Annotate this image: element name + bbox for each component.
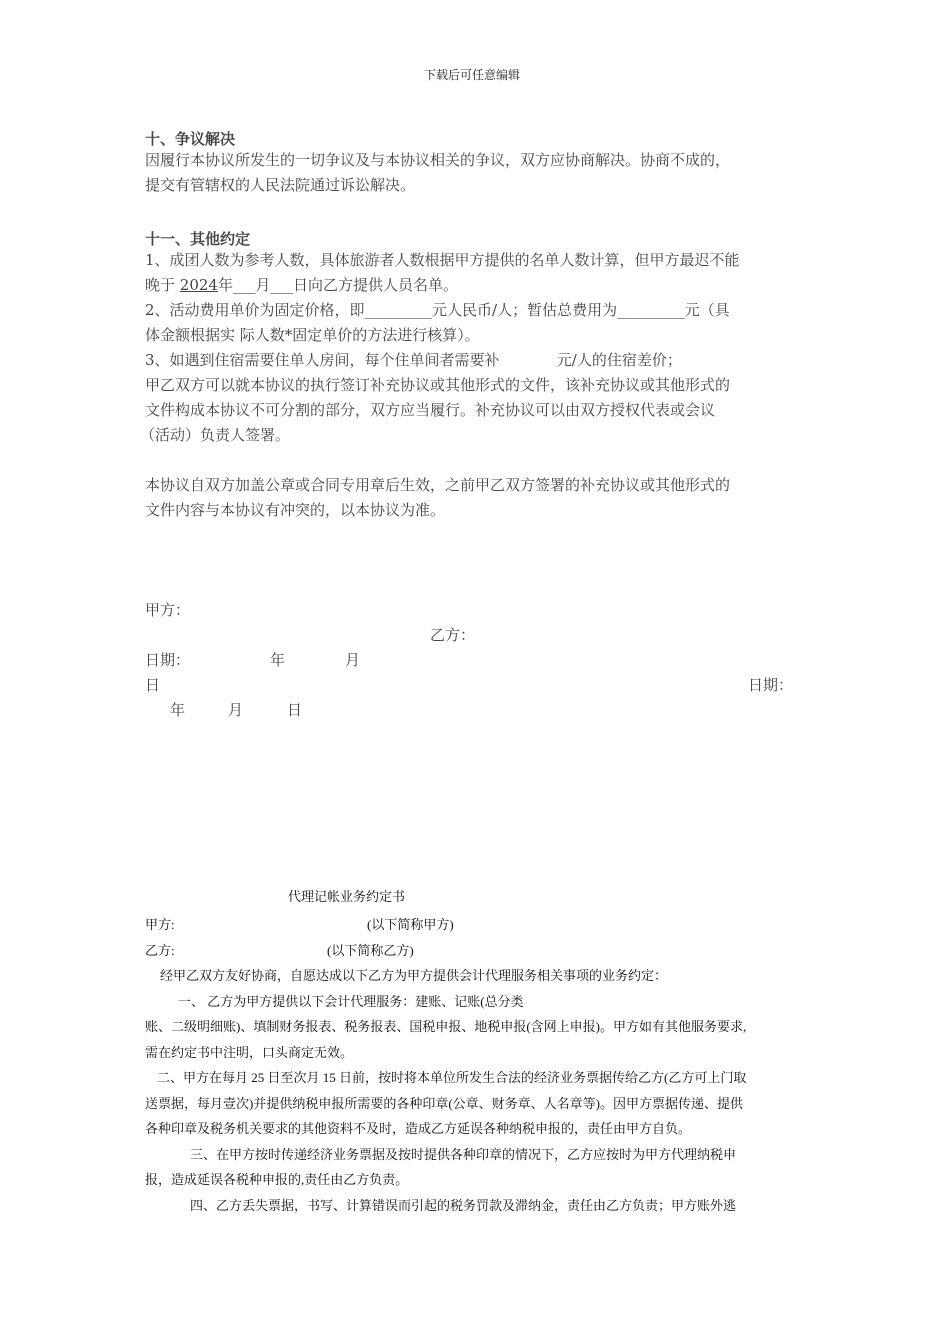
date-month-b: 月: [228, 701, 244, 719]
text-fragment: 晚于: [145, 276, 180, 294]
year-field: 2024: [179, 276, 218, 294]
date-label: 日期：: [145, 651, 191, 669]
clause-line: 需在约定书中注明，口头商定无效。: [145, 1045, 354, 1060]
text-fragment: 年___月___日向乙方提供人员名单。: [217, 276, 458, 294]
party-b-label-2: 乙方:: [145, 943, 175, 958]
paragraph-line: 文件构成本协议不可分割的部分，双方应当履行。补充协议可以由双方授权代表或会议: [145, 401, 716, 419]
party-a-label: 甲方：: [145, 601, 191, 619]
clause-line: 二、甲方在每月 25 日至次月 15 日前，按时将本单位所发生合法的经济业务票据传给乙方(乙方可上门取: [157, 1070, 747, 1085]
intro-line: 经甲乙双方友好协商，自愿达成以下乙方为甲方提供会计代理服务相关事项的业务约定：: [160, 968, 668, 983]
paragraph-line: 因履行本协议所发生的一切争议及与本协议相关的争议，双方应协商解决。协商不成的，: [145, 151, 731, 169]
date-day: 日: [145, 676, 161, 694]
date-day-b: 日: [287, 701, 303, 719]
date-year-b: 年: [170, 701, 186, 719]
section-heading-other: 十一、其他约定: [145, 230, 251, 248]
paragraph-line: 3、如遇到住宿需要住单人房间，每个住单间者需要补 元/人的住宿差价；: [145, 351, 682, 369]
paragraph-line: 甲乙双方可以就本协议的执行签订补充协议或其他形式的文件，该补充协议或其他形式的: [145, 376, 731, 394]
date-year: 年: [270, 651, 286, 669]
date-label-b: 日期：: [748, 676, 794, 694]
clause-line: 一、 乙方为甲方提供以下会计代理服务：建账、记账(总分类: [178, 994, 524, 1009]
paragraph-line: 文件内容与本协议有冲突的，以本协议为准。: [145, 501, 446, 519]
paragraph-line: 1、成团人数为参考人数，具体旅游者人数根据甲方提供的名单人数计算，但甲方最迟不能: [145, 251, 740, 269]
paragraph-line: 提交有管辖权的人民法院通过诉讼解决。: [145, 176, 416, 194]
clause-line: 三、在甲方按时传递经济业务票据及按时提供各种印章的情况下，乙方应按时为甲方代理纳税申: [190, 1147, 737, 1162]
clause-line: 账、二级明细账)、填制财务报表、税务报表、国税申报、地税申报(含网上申报)。甲方如有其他服务要求,: [145, 1019, 747, 1034]
party-b-label: 乙方：: [430, 626, 476, 644]
agreement-title: 代理记帐业务约定书: [288, 889, 406, 904]
party-a-note: (以下简称甲方): [367, 917, 454, 932]
party-b-note: (以下简称乙方): [327, 943, 414, 958]
date-month: 月: [345, 651, 361, 669]
clause-line: 报，造成延误各税种申报的,责任由乙方负责。: [145, 1172, 409, 1187]
paragraph-line: 体金额根据实 际人数*固定单价的方法进行核算）。: [145, 326, 480, 344]
paragraph-line: [145, 273, 458, 298]
clause-line: 送票据，每月壹次)并提供纳税申报所需要的各种印章(公章、财务章、人名章等)。因甲方票据传递、提供: [145, 1096, 743, 1111]
paragraph-line: 本协议自双方加盖公章或合同专用章后生效，之前甲乙双方签署的补充协议或其他形式的: [145, 476, 731, 494]
paragraph-line: 2、活动费用单价为固定价格，即_________元人民币/人；暂估总费用为_________元（具: [145, 301, 730, 319]
paragraph-line: （活动）负责人签署。: [140, 426, 291, 444]
clause-line: 各种印章及税务机关要求的其他资料不及时，造成乙方延误各种纳税申报的，责任由甲方自负。: [145, 1121, 692, 1136]
section-heading-dispute: 十、争议解决: [145, 130, 236, 148]
clause-line: 四、乙方丢失票据，书写、计算错误而引起的税务罚款及滞纳金，责任由乙方负责；甲方账外逃: [190, 1198, 737, 1213]
party-a-label-2: 甲方:: [145, 917, 175, 932]
page-header: 下载后可任意编辑: [424, 68, 521, 82]
